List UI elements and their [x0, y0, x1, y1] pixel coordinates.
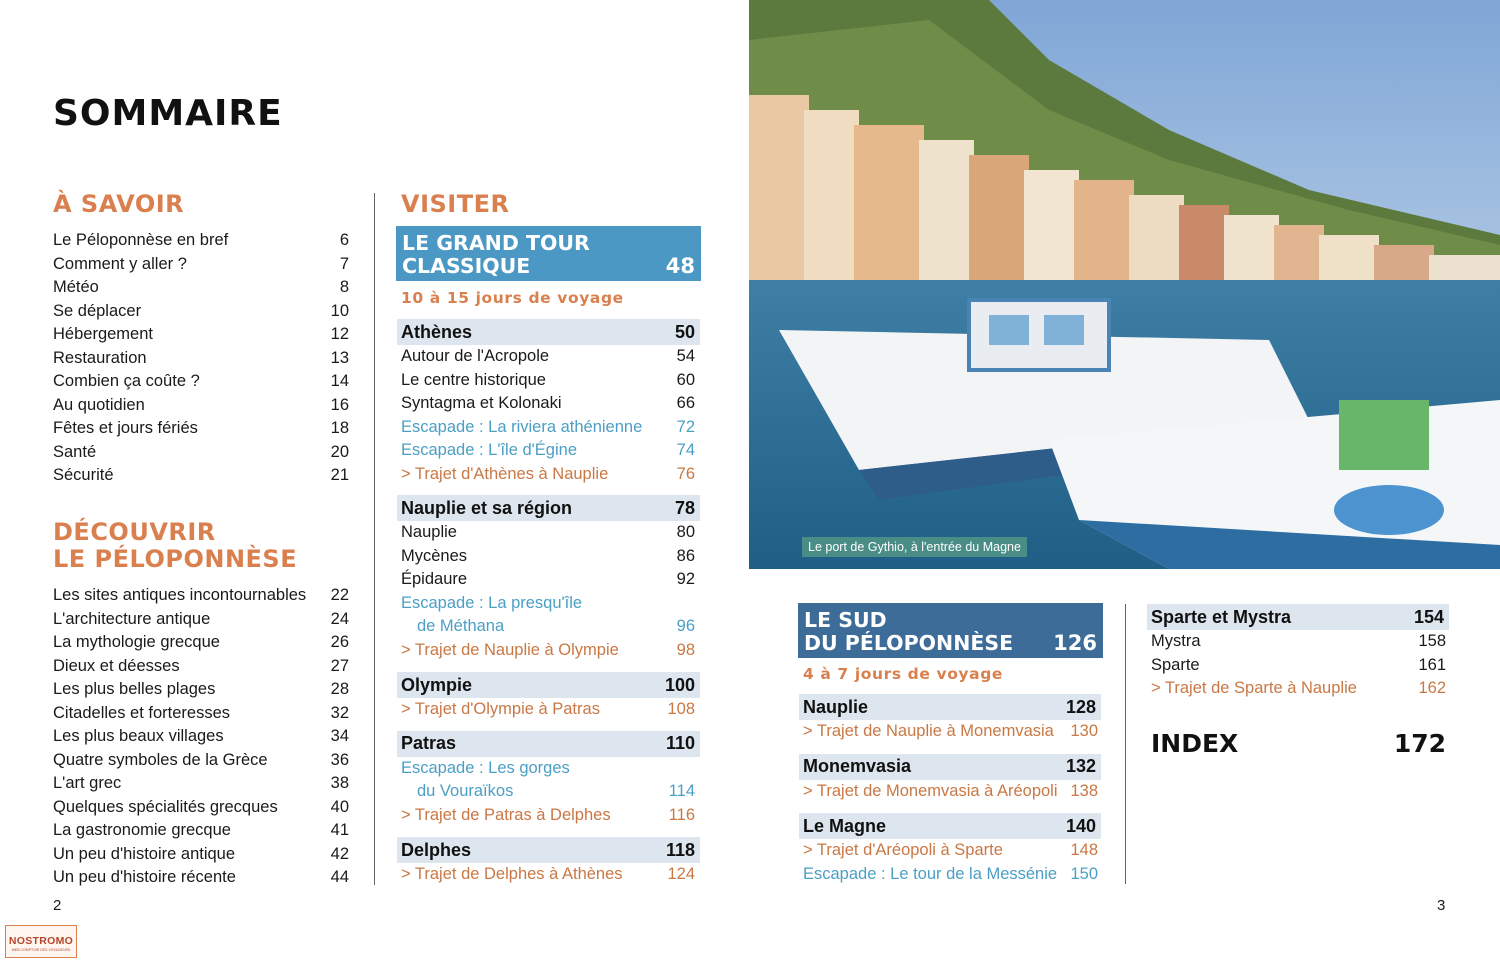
entry-page: 8 [339, 278, 349, 296]
entry-page: 40 [330, 797, 349, 816]
entry-page: 76 [676, 464, 695, 483]
entry-page: 54 [676, 347, 695, 365]
entry-label: L'art grec [53, 774, 122, 792]
entry-page: 158 [1418, 632, 1446, 650]
entry-page: 108 [667, 700, 695, 718]
index-entry [1151, 729, 1446, 758]
list-item [401, 641, 695, 665]
harbor-photo [749, 0, 1500, 569]
list-item [401, 394, 695, 418]
olympie-header [397, 672, 700, 698]
entry-label: Sparte [1151, 655, 1200, 674]
entry-label: du Vouraïkos [417, 782, 514, 800]
sparte-header [1147, 604, 1449, 630]
patras-label: Patras [401, 733, 457, 753]
list-item [53, 868, 349, 892]
entry-label: > Trajet d'Olympie à Patras [401, 700, 600, 718]
sud-nauplie-header [799, 694, 1101, 720]
entry-label: Au quotidien [53, 395, 145, 414]
nauplie-label: Nauplie et sa région [401, 497, 573, 518]
entry-label: Escapade : L'île d'Égine [401, 441, 578, 459]
patras-page: 110 [665, 733, 695, 753]
list-item [53, 419, 349, 443]
list-item [803, 782, 1098, 806]
entry-label: Les plus beaux villages [53, 727, 224, 745]
list-item [1151, 679, 1446, 703]
list-item [401, 547, 695, 571]
list-item [401, 523, 695, 547]
entry-page: 32 [330, 703, 349, 722]
entry-label: Combien ça coûte ? [53, 372, 200, 390]
magne-label: Le Magne [803, 815, 887, 836]
watermark-tagline: WEB COMPTOIR DES VOYAGEURS [11, 948, 71, 952]
olympie-page: 100 [664, 674, 695, 695]
entry-page: 138 [1070, 781, 1098, 800]
list-item [401, 347, 695, 371]
entry-label: > Trajet de Sparte à Nauplie [1151, 679, 1357, 697]
list-item [53, 657, 349, 681]
section-decouvrir-title [53, 519, 297, 573]
list-item [803, 841, 1098, 865]
index-page: 172 [1393, 729, 1446, 758]
sud-line2: DU PÉLOPONNÈSE [804, 631, 1014, 655]
entry-label: Restauration [53, 348, 147, 367]
grand-tour-line1: LE GRAND TOUR [402, 231, 590, 255]
entry-page: 28 [330, 680, 349, 698]
list-item [53, 231, 349, 255]
entry-label: Se déplacer [53, 301, 142, 320]
entry-page: 44 [330, 868, 349, 886]
entry-page: 7 [339, 254, 349, 273]
list-item [53, 255, 349, 279]
list-item [53, 586, 349, 610]
patras-header [397, 731, 700, 757]
entry-label: > Trajet de Delphes à Athènes [401, 865, 623, 883]
entry-label: > Trajet de Nauplie à Monemvasia [803, 722, 1054, 740]
sparte-list [1147, 604, 1449, 703]
harbor-illustration [749, 0, 1500, 569]
list-item [401, 759, 695, 783]
photo-caption: Le port de Gythio, à l'entrée du Magne [802, 537, 1027, 557]
page-number-right: 3 [1437, 897, 1446, 914]
entry-label: Épidaure [401, 570, 468, 588]
list-item [401, 594, 695, 618]
entry-page: 150 [1070, 864, 1098, 883]
athenes-page: 50 [674, 321, 695, 342]
list-item [401, 782, 695, 806]
entry-page: 36 [330, 750, 349, 769]
list-item [401, 371, 695, 395]
entry-label: > Trajet de Monemvasia à Aréopoli [803, 781, 1058, 800]
entry-label: > Trajet de Patras à Delphes [401, 805, 611, 824]
sparte-page: 154 [1413, 606, 1444, 627]
list-item [53, 727, 349, 751]
entry-label: Quatre symboles de la Grèce [53, 750, 268, 769]
entry-page: 38 [330, 774, 349, 792]
entry-label: > Trajet d'Athènes à Nauplie [401, 464, 609, 483]
entry-label: Syntagma et Kolonaki [401, 394, 562, 412]
entry-page: 41 [330, 821, 349, 839]
entry-page: 161 [1418, 655, 1446, 674]
section-visiter-title: VISITER [401, 190, 510, 218]
list-item [53, 680, 349, 704]
entry-label: Escapade : La presqu'île [401, 593, 583, 612]
entry-label: Fêtes et jours fériés [53, 419, 198, 437]
list-item [53, 610, 349, 634]
list-item [53, 372, 349, 396]
athenes-label: Athènes [401, 321, 473, 342]
entry-label: Un peu d'histoire antique [53, 844, 236, 863]
entry-page: 92 [676, 570, 695, 588]
list-item [53, 349, 349, 373]
list-item [803, 865, 1098, 889]
entry-label: Citadelles et forteresses [53, 703, 230, 722]
entry-page: 10 [330, 301, 349, 320]
list-item [53, 396, 349, 420]
list-item [1151, 656, 1446, 680]
grand-tour-band [396, 226, 701, 281]
sud-page: 126 [1053, 631, 1097, 655]
grand-tour-duration: 10 à 15 jours de voyage [401, 289, 624, 307]
entry-label: Escapade : La riviera athénienne [401, 417, 643, 436]
page-title: SOMMAIRE [53, 93, 283, 134]
entry-page: 27 [330, 656, 349, 675]
grand-tour-page: 48 [665, 254, 695, 278]
nauplie-page: 78 [674, 497, 695, 518]
list-item [53, 821, 349, 845]
entry-page: 60 [676, 370, 695, 389]
sud-nauplie-label: Nauplie [803, 696, 869, 717]
entry-page: 66 [676, 394, 695, 412]
monemvasia-header [799, 754, 1101, 780]
entry-page: 13 [330, 348, 349, 367]
olympie-label: Olympie [401, 674, 473, 695]
list-item [401, 617, 695, 641]
entry-label: Santé [53, 442, 97, 461]
entry-label: Nauplie [401, 523, 457, 541]
entry-page: 42 [330, 844, 349, 863]
list-item [53, 751, 349, 775]
nostromo-watermark [5, 925, 77, 958]
entry-page: 130 [1070, 722, 1098, 740]
page-number-left: 2 [53, 897, 62, 914]
list-item [401, 418, 695, 442]
list-item [53, 278, 349, 302]
list-item [53, 845, 349, 869]
magne-page: 140 [1065, 815, 1096, 836]
entry-page: 20 [330, 442, 349, 461]
list-item [53, 325, 349, 349]
monemvasia-label: Monemvasia [803, 756, 912, 776]
list-item [53, 774, 349, 798]
section-decouvrir-line1: DÉCOUVRIR [53, 518, 216, 546]
entry-page: 14 [330, 372, 349, 390]
entry-page: 18 [330, 419, 349, 437]
entry-page: 124 [667, 865, 695, 883]
entry-label: de Méthana [417, 617, 505, 635]
entry-page: 12 [330, 325, 349, 343]
entry-page: 74 [676, 441, 695, 459]
entry-label: Météo [53, 278, 99, 296]
entry-page: 6 [339, 231, 349, 249]
list-item [53, 466, 349, 490]
entry-label: Le centre historique [401, 370, 546, 389]
grand-tour-line2: CLASSIQUE [402, 254, 531, 278]
list-item [53, 302, 349, 326]
sud-list [799, 694, 1101, 888]
monemvasia-page: 132 [1065, 756, 1096, 776]
list-item [53, 704, 349, 728]
delphes-header [397, 837, 700, 863]
sud-nauplie-page: 128 [1065, 696, 1096, 717]
entry-label: Mycènes [401, 546, 468, 565]
entry-label: Hébergement [53, 325, 153, 343]
athenes-header [397, 319, 700, 345]
entry-page: 26 [330, 633, 349, 651]
entry-label: > Trajet de Nauplie à Olympie [401, 640, 619, 659]
entry-label: Dieux et déesses [53, 656, 180, 675]
a-savoir-list [53, 231, 349, 490]
entry-page: 21 [330, 466, 349, 484]
entry-page: 24 [330, 609, 349, 628]
list-item [53, 633, 349, 657]
entry-label: Les sites antiques incontournables [53, 586, 307, 604]
entry-label: Les plus belles plages [53, 680, 216, 698]
list-item [401, 865, 695, 889]
entry-label: Quelques spécialités grecques [53, 797, 278, 816]
entry-label: Le Péloponnèse en bref [53, 231, 229, 249]
column-divider-left [374, 193, 375, 885]
sparte-label: Sparte et Mystra [1151, 606, 1292, 627]
entry-page: 98 [676, 640, 695, 659]
entry-page: 22 [330, 586, 349, 604]
entry-label: Comment y aller ? [53, 254, 187, 273]
entry-label: Escapade : Le tour de la Messénie [803, 864, 1058, 883]
entry-page: 86 [676, 546, 695, 565]
entry-page: 16 [330, 395, 349, 414]
watermark-brand: NOSTROMO [8, 935, 74, 947]
entry-label: Sécurité [53, 466, 114, 484]
entry-page: 34 [330, 727, 349, 745]
entry-label: La mythologie grecque [53, 633, 220, 651]
list-item [53, 798, 349, 822]
nauplie-header [397, 495, 700, 521]
entry-label: La gastronomie grecque [53, 821, 231, 839]
entry-page: 114 [668, 782, 695, 800]
delphes-page: 118 [665, 839, 695, 860]
section-a-savoir-title: À SAVOIR [53, 190, 185, 218]
sud-band [798, 603, 1103, 658]
sud-duration: 4 à 7 jours de voyage [803, 665, 1004, 683]
list-item [401, 465, 695, 489]
magne-header [799, 813, 1101, 839]
delphes-label: Delphes [401, 839, 472, 860]
list-item [401, 700, 695, 724]
entry-label: > Trajet d'Aréopoli à Sparte [803, 841, 1003, 859]
entry-label: Autour de l'Acropole [401, 347, 550, 365]
entry-page: 72 [676, 417, 695, 436]
list-item [1151, 632, 1446, 656]
column-divider-right [1125, 604, 1126, 884]
entry-page: 116 [668, 805, 695, 824]
list-item [401, 441, 695, 465]
list-item [401, 806, 695, 830]
visiter-list [397, 319, 700, 889]
section-decouvrir-line2: LE PÉLOPONNÈSE [53, 545, 298, 573]
entry-page: 148 [1070, 841, 1098, 859]
sud-line1: LE SUD [804, 608, 887, 632]
decouvrir-list [53, 586, 349, 892]
list-item [803, 722, 1098, 746]
entry-label: Escapade : Les gorges [401, 758, 570, 777]
entry-page: 96 [676, 617, 695, 635]
entry-label: L'architecture antique [53, 609, 211, 628]
entry-label: Un peu d'histoire récente [53, 868, 236, 886]
list-item [53, 443, 349, 467]
index-label: INDEX [1151, 729, 1239, 758]
entry-page: 80 [676, 523, 695, 541]
entry-page: 162 [1418, 679, 1446, 697]
list-item [401, 570, 695, 594]
entry-label: Mystra [1151, 632, 1201, 650]
